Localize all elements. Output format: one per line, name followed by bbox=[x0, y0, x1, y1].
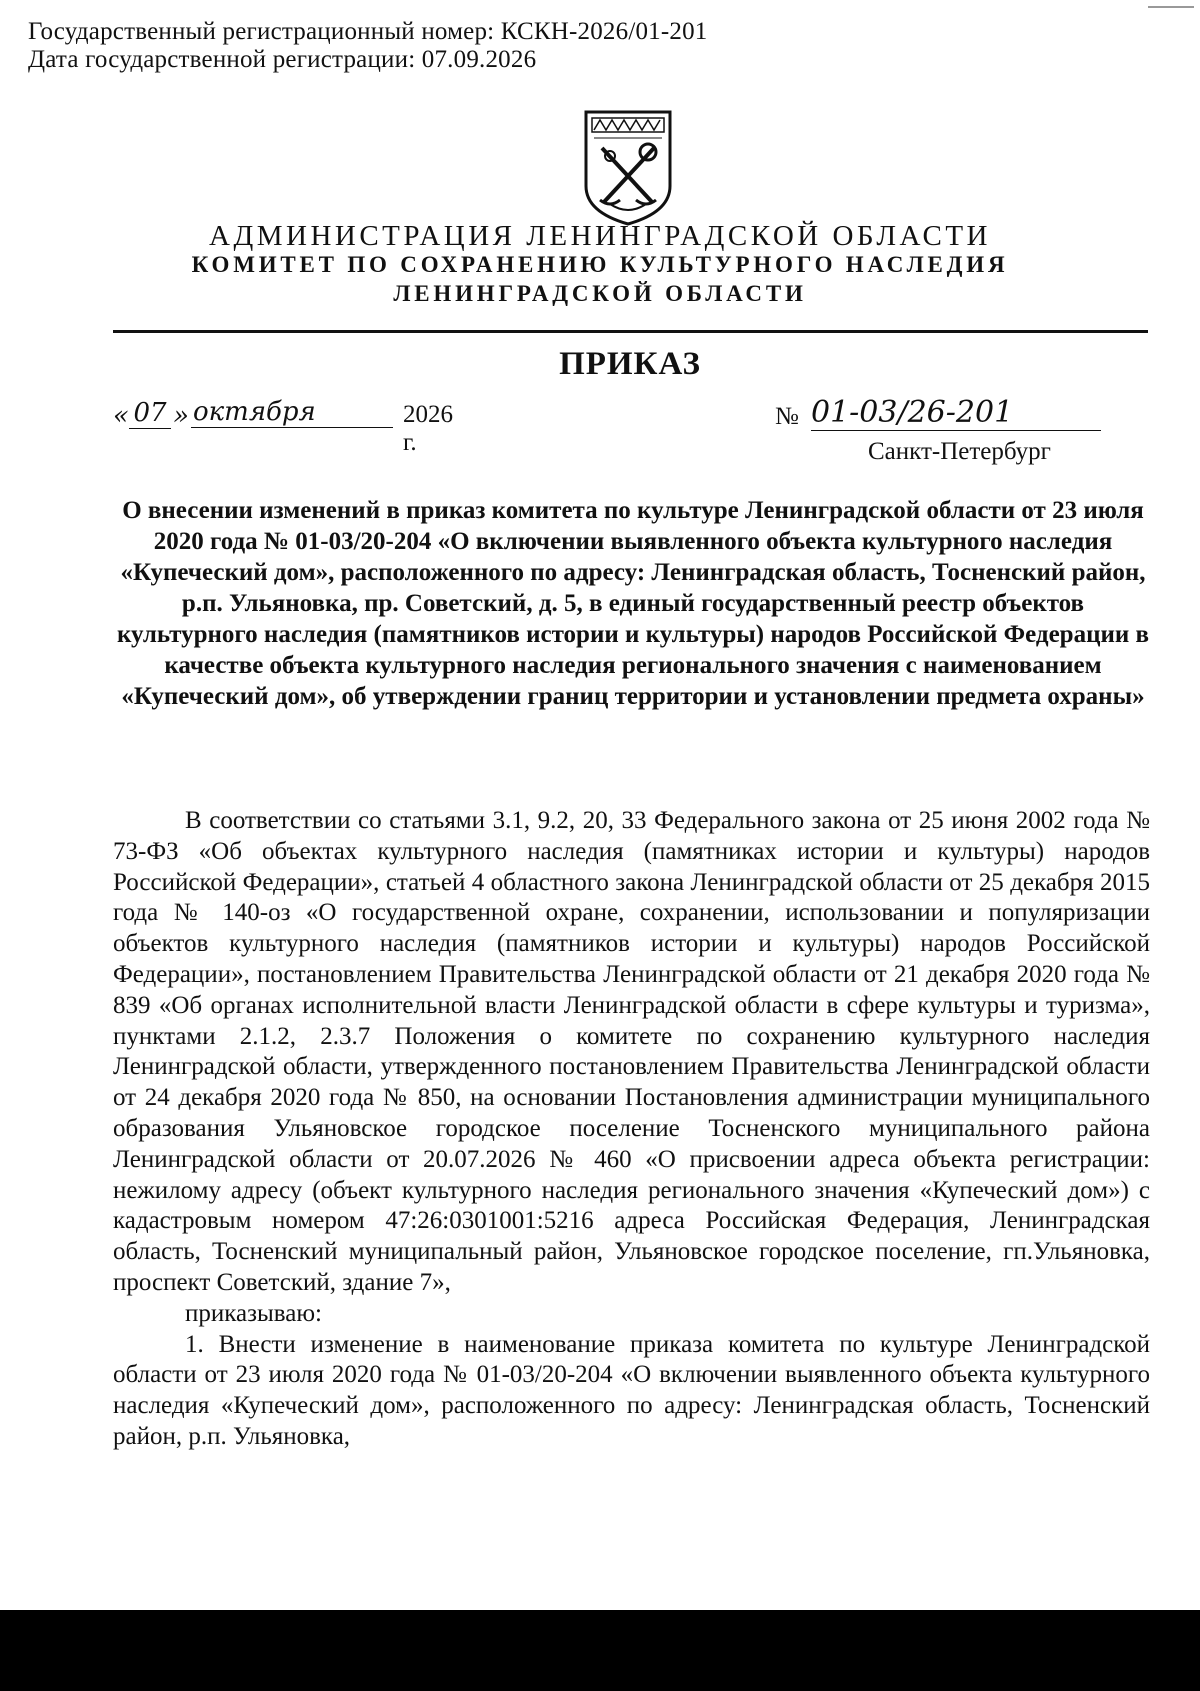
number-sign: № bbox=[775, 403, 799, 430]
order-title: О внесении изменений в приказ комитета по культуре Ленинградской области от 23 июля 2020 года № 01-03/20-204 «О включении выявленного объекта культурного наследия «Купеческий дом», расположенного по адресу: Ленинградская область, Тосненский район, р.п. Ульяновка, пр. Советский, д. 5, в единый государственный реестр объектов культурного наследия (памятников истории и культуры) народов Российской Федерации в качестве объекта культурного наследия регионального значения с наименованием «Купеческий дом», об утверждении границ территории и установлении предмета охраны» bbox=[116, 497, 1150, 710]
order-body bbox=[113, 806, 1150, 1453]
committee-region: ЛЕНИНГРАДСКОЙ ОБЛАСТИ bbox=[393, 281, 807, 306]
date-year: 2026 г. bbox=[403, 401, 453, 456]
number-value: 01-03/26-201 bbox=[811, 395, 1101, 431]
order-date bbox=[113, 397, 463, 456]
scan-border bbox=[0, 1610, 1200, 1691]
registration-date: Дата государственной регистрации: 07.09.2026 bbox=[28, 46, 537, 73]
committee-header: КОМИТЕТ ПО СОХРАНЕНИЮ КУЛЬТУРНОГО НАСЛЕДИЯ bbox=[191, 252, 1009, 277]
date-close-quote: » bbox=[173, 401, 189, 431]
header-divider bbox=[113, 330, 1148, 333]
date-month: октября bbox=[191, 397, 393, 428]
scan-artifact bbox=[1148, 6, 1194, 8]
city: Санкт-Петербург bbox=[868, 438, 1051, 465]
administration-header: АДМИНИСТРАЦИЯ ЛЕНИНГРАДСКОЙ ОБЛАСТИ bbox=[209, 220, 991, 252]
coat-of-arms-icon bbox=[580, 108, 676, 226]
order-word: приказываю: bbox=[185, 1299, 322, 1327]
document-type: ПРИКАЗ bbox=[559, 346, 701, 382]
order-number bbox=[775, 395, 1105, 435]
item-1-paragraph: 1. Внести изменение в наименование приказа комитета по культуре Ленинградской области от 23 июля 2020 года № 01-03/20-204 «О включении выявленного объекта культурного наследия «Купеческий дом», расположенного по адресу: Ленинградская область, Тосненский район, р.п. Ульяновка, bbox=[113, 1330, 1150, 1450]
preamble-paragraph: В соответствии со статьями 3.1, 9.2, 20, 33 Федерального закона от 25 июня 2002 года № 73-ФЗ «Об объектах культурного наследия (памятниках истории и культуры) народов Российской Федерации», статьей 4 областного закона Ленинградской области от 25 декабря 2015 года № 140-оз «О государственной охране, сохранении, использовании и популяризации объектов культурного наследия (памятников истории и культуры) народов Российской Федерации», постановлением Правительства Ленинградской области от 21 декабря 2020 года № 839 «Об органах исполнительной власти Ленинградской области в сфере культуры и туризма», пунктами 2.1.2, 2.3.7 Положения о комитете по сохранению культурного наследия Ленинградской области, утвержденного постановлением Правительства Ленинградской области от 24 декабря 2020 года № 850, на основании Постановления администрации муниципального образования Ульяновское городское поселение Тосненского муниципального района Ленинградской области от 20.07.2026 № 460 «О присвоении адреса объекта регистрации: нежилому адресу (объект культурного наследия регионального значения «Купеческий дом») с кадастровым номером 47:26:0301001:5216 адреса Российская Федерация, Ленинградская область, Тосненский муниципальный район, Ульяновское городское поселение, гп.Ульяновка, проспект Советский, здание 7», bbox=[113, 807, 1150, 1296]
date-open-quote: « bbox=[113, 401, 129, 431]
date-day: 07 bbox=[129, 398, 171, 429]
registration-number: Государственный регистрационный номер: КСКН-2026/01-201 bbox=[28, 18, 708, 45]
